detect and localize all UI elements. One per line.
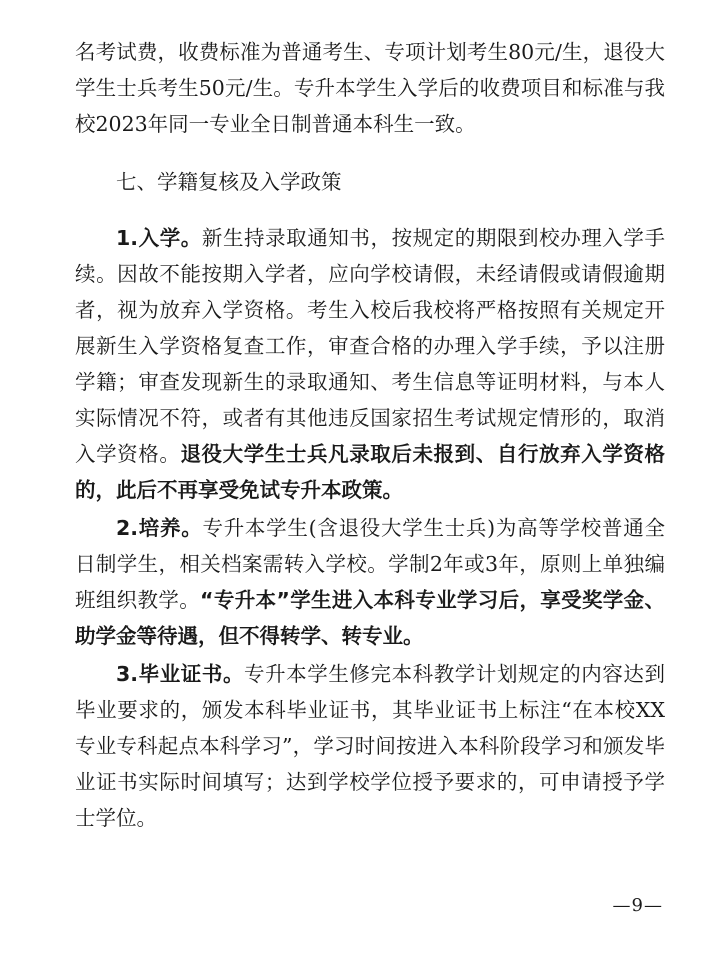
item-enrollment-bold: 退役大学生士兵凡录取后未报到、自行放弃入学资格的，此后不再享受免试专升本政策。 (75, 442, 666, 502)
section-heading: 七、学籍复核及入学政策 (116, 170, 342, 194)
item-training-bold: “专升本”学生进入本科专业学习后，享受奖学金、助学金等待遇，但不得转学、转专业。 (75, 588, 665, 648)
item-enrollment (75, 220, 665, 508)
page-number: —9— (612, 895, 663, 916)
item-enrollment-lead: 1.入学。 (116, 226, 202, 250)
document-page (75, 34, 665, 836)
item-training-text: 专升本学生(含退役大学生士兵)为高等学校普通全日制学生，相关档案需转入学校。学制2年或3年，原则上单独编班组织教学。 (75, 516, 665, 612)
item-enrollment-text: 新生持录取通知书，按规定的期限到校办理入学手续。因故不能按期入学者，应向学校请假，未经请假或请假逾期者，视为放弃入学资格。考生入校后我校将严格按照有关规定开展新生入学资格复查工作，审查合格的办理入学手续，予以注册学籍；审查发现新生的录取通知、考生信息等证明材料，与本人实际情况不符，或者有其他违反国家招生考试规定情形的，取消入学资格。 (75, 226, 666, 466)
item-diploma (75, 656, 665, 836)
item-training-lead: 2.培养。 (116, 516, 203, 540)
intro-paragraph: 名考试费，收费标准为普通考生、专项计划考生80元/生，退役大学生士兵考生50元/生。专升本学生入学后的收费项目和标准与我校2023年同一专业全日制普通本科生一致。 (75, 40, 665, 136)
item-diploma-lead: 3.毕业证书。 (116, 662, 245, 686)
item-diploma-text: 专升本学生修完本科教学计划规定的内容达到毕业要求的，颁发本科毕业证书，其毕业证书上标注“在本校XX专业专科起点本科学习”，学习时间按进入本科阶段学习和颁发毕业证书实际时间填写；达到学校学位授予要求的，可申请授予学士学位。 (75, 662, 666, 830)
item-training (75, 510, 665, 654)
